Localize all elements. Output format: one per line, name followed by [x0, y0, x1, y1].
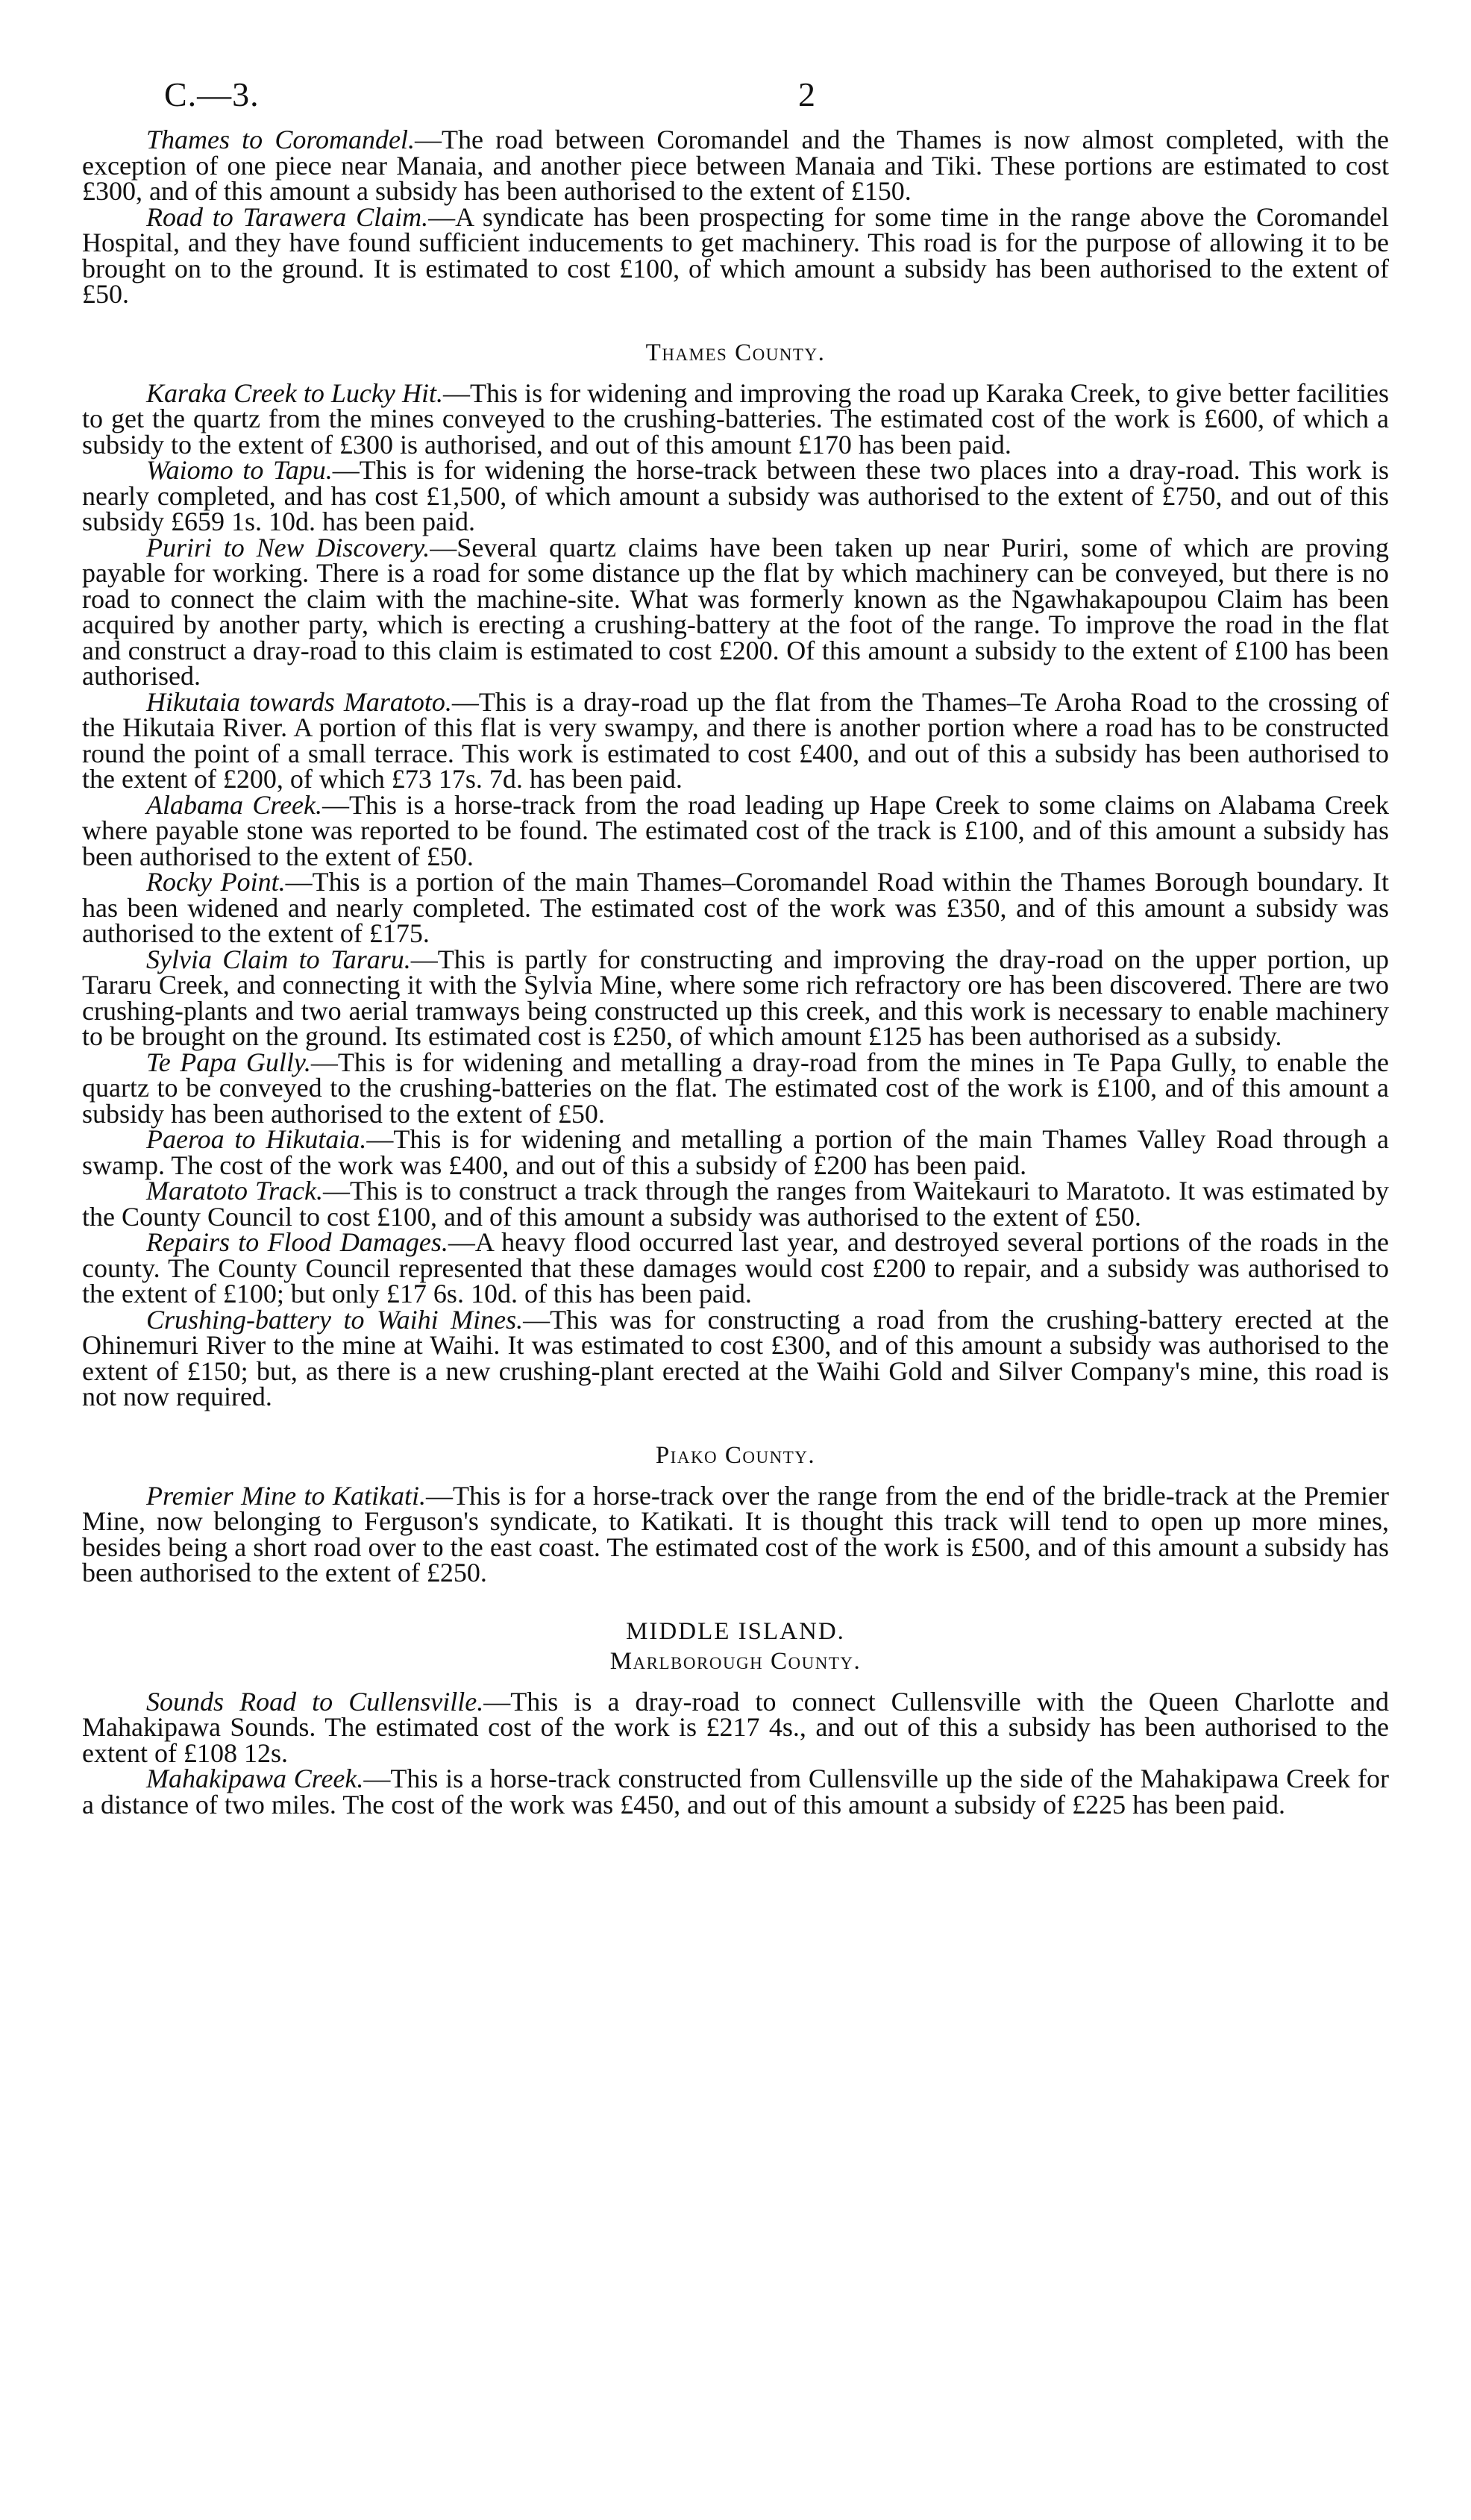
entry-title: Road to Tarawera Claim.: [146, 201, 429, 232]
entry-title: Sounds Road to Cullensville.: [146, 1686, 484, 1717]
road-entry: [82, 1480, 1389, 1587]
page-number: 2: [798, 75, 815, 113]
road-entry: [82, 1304, 1389, 1411]
county-heading: Marlborough County.: [609, 1647, 862, 1675]
road-entry: [82, 789, 1389, 871]
road-entry: [82, 1686, 1389, 1768]
entry-title: Rocky Point.: [146, 867, 286, 897]
entry-title: Repairs to Flood Damages.: [146, 1227, 448, 1257]
entry-title: Alabama Creek.: [146, 789, 323, 820]
entry-text: —This is for widening the horse-track between these two places into a dray-road. This work is nearly completed, and has cost £1,500, of which amount a subsidy was authorised to the extent of £750, and out of this subsidy £659 1s. 10d. has been paid.: [82, 455, 1390, 536]
county-heading: Piako County.: [655, 1441, 816, 1469]
document-body: [82, 125, 1390, 1820]
road-entry: [82, 127, 1389, 204]
entry-title: Crushing-battery to Waihi Mines.: [146, 1304, 524, 1335]
road-entry: [82, 944, 1389, 1051]
entry-title: Hikutaia towards Maratoto.: [146, 686, 452, 717]
road-entry: [82, 1764, 1389, 1820]
entry-text: —Several quartz claims have been taken up near Puriri, some of which are proving payable for working. There is a road for some distance up the flat by which machinery can be conveyed, but there is no road to connect the claim with the machine-site. What was formerly known as the Ngawhakapoupou Claim has been acquired by another party, which is erecting a crushing-battery at the foot of the range. To improve the road in the flat and construct a dray-road to this claim is estimated to cost £200. Of this amount a subsidy to the extent of £100 has been authorised.: [82, 532, 1389, 691]
entry-title: Karaka Creek to Lucky Hit.: [146, 377, 443, 408]
document-reference: C.—3.: [164, 75, 260, 113]
page-header: [82, 0, 1389, 127]
road-entry: [82, 1047, 1389, 1129]
road-entry: [82, 457, 1389, 535]
entry-text: —This is for a horse-track over the range from the end of the bridle-track at the Premier Mine, now belonging to Ferguson's syndicate, to Katikati. It is thought this track will tend to open up more mines, besides being a short road over to the east coast. The estimated cost of the work is £500, and of this amount a subsidy has been authorised to the extent of £250.: [82, 1480, 1389, 1587]
entry-text: —This is partly for constructing and improving the dray-road on the upper portion, up Tararu Creek, and connecting it with the Sylvia Mine, where some rich refractory ore has been discovered. There are two crushing-plants and two aerial tramways being constructed up this creek, and this work is necessary to enable machinery to be brought on the ground. Its estimated cost is £250, of which amount £125 has been authorised as a subsidy.: [82, 944, 1389, 1051]
entry-text: —This is for widening and metalling a portion of the main Thames Valley Road through a swamp. The cost of the work was £400, and out of this a subsidy of £200 has been paid.: [82, 1124, 1389, 1180]
entry-text: —This is a horse-track from the road leading up Hape Creek to some claims on Alabama Creek where payable stone was reported to be found. The estimated cost of the track is £100, and of this amount a subsidy has been authorised to the extent of £50.: [82, 789, 1389, 871]
entry-text: —The road between Coromandel and the Thames is now almost completed, with the exception of one piece near Manaia, and another piece between Manaia and Tiki. These portions are estimated to cost £300, and of this amount a subsidy has been authorised to the extent of £150.: [82, 125, 1389, 206]
road-entry: [82, 532, 1389, 691]
entry-text: —This is a dray-road up the flat from the Thames–Te Aroha Road to the crossing of the Hikutaia River. A portion of this flat is very swampy, and there is another portion where a road has to be constructed round the point of a small terrace. This work is estimated to cost £400, and out of this a subsidy has been authorised to the extent of £200, of which £73 17s. 7d. has been paid.: [82, 686, 1390, 794]
entry-text: —This is a horse-track constructed from Cullensville up the side of the Mahakipawa Creek for a distance of two miles. The cost of the work was £450, and out of this amount a subsidy of £225 has been paid.: [82, 1764, 1389, 1820]
road-entry: [82, 1229, 1389, 1307]
county-heading: Thames County.: [645, 339, 826, 366]
entry-text: —This was for constructing a road from the crushing-battery erected at the Ohinemuri River to the mine at Waihi. It was estimated to cost £300, and of this amount a subsidy was authorised to the extent of £150; but, as there is a new crushing-plant erected at the Waihi Gold and Silver Company's mine, this road is not now required.: [82, 1304, 1389, 1411]
road-entry: [82, 377, 1389, 460]
entry-title: Puriri to New Discovery.: [146, 532, 430, 562]
entry-title: Waiomo to Tapu.: [146, 455, 333, 485]
entry-title: Maratoto Track.: [146, 1176, 323, 1206]
entry-title: Premier Mine to Katikati.: [146, 1480, 427, 1511]
entry-text: —This is to construct a track through the ranges from Waitekauri to Maratoto. It was estimated by the County Council to cost £100, and of this amount a subsidy was authorised to the extent of £50.: [82, 1176, 1389, 1232]
entry-title: Paeroa to Hikutaia.: [146, 1124, 367, 1154]
road-entry: [82, 1126, 1389, 1178]
entry-title: Mahakipawa Creek.: [146, 1764, 364, 1793]
entry-text: —This is a dray-road to connect Cullensville with the Queen Charlotte and Mahakipawa Sounds. The estimated cost of the work is £217 4s., and out of this a subsidy has been authorised to the extent of £108 12s.: [82, 1686, 1389, 1768]
entry-text: —This is for widening and metalling a dray-road from the mines in Te Papa Gully, to enable the quartz to be conveyed to the crushing-batteries on the flat. The estimated cost of the work is £100, and of this amount a subsidy has been authorised to the extent of £50.: [82, 1047, 1389, 1129]
entry-title: Sylvia Claim to Tararu.: [146, 944, 411, 974]
entry-text: —This is a portion of the main Thames–Coromandel Road within the Thames Borough boundary. It has been widened and nearly completed. The estimated cost of the work was £350, and of this amount a subsidy was authorised to the extent of £175.: [82, 867, 1390, 948]
entry-title: Thames to Coromandel.: [146, 125, 415, 154]
entry-text: —A syndicate has been prospecting for some time in the range above the Coromandel Hospital, and they have found sufficient inducements to get machinery. This road is for the purpose of allowing it to be brought on to the ground. It is estimated to cost £100, of which amount a subsidy has been authorised to the extent of £50.: [82, 201, 1389, 309]
entry-text: —A heavy flood occurred last year, and destroyed several portions of the roads in the county. The County Council represented that these damages would cost £200 to repair, and a subsidy was authorised to the extent of £100; but only £17 6s. 10d. of this has been paid.: [82, 1227, 1389, 1308]
entry-title: Te Papa Gully.: [146, 1047, 311, 1077]
road-entry: [82, 201, 1389, 309]
road-entry: [82, 1176, 1389, 1232]
island-heading: MIDDLE ISLAND.: [626, 1617, 845, 1645]
entry-text: —This is for widening and improving the road up Karaka Creek, to give better facilities to get the quartz from the mines conveyed to the crushing-batteries. The estimated cost of the work is £600, of which a subsidy to the extent of £300 is authorised, and out of this amount £170 has been paid.: [82, 377, 1389, 460]
road-entry: [82, 686, 1390, 794]
road-entry: [82, 869, 1389, 947]
